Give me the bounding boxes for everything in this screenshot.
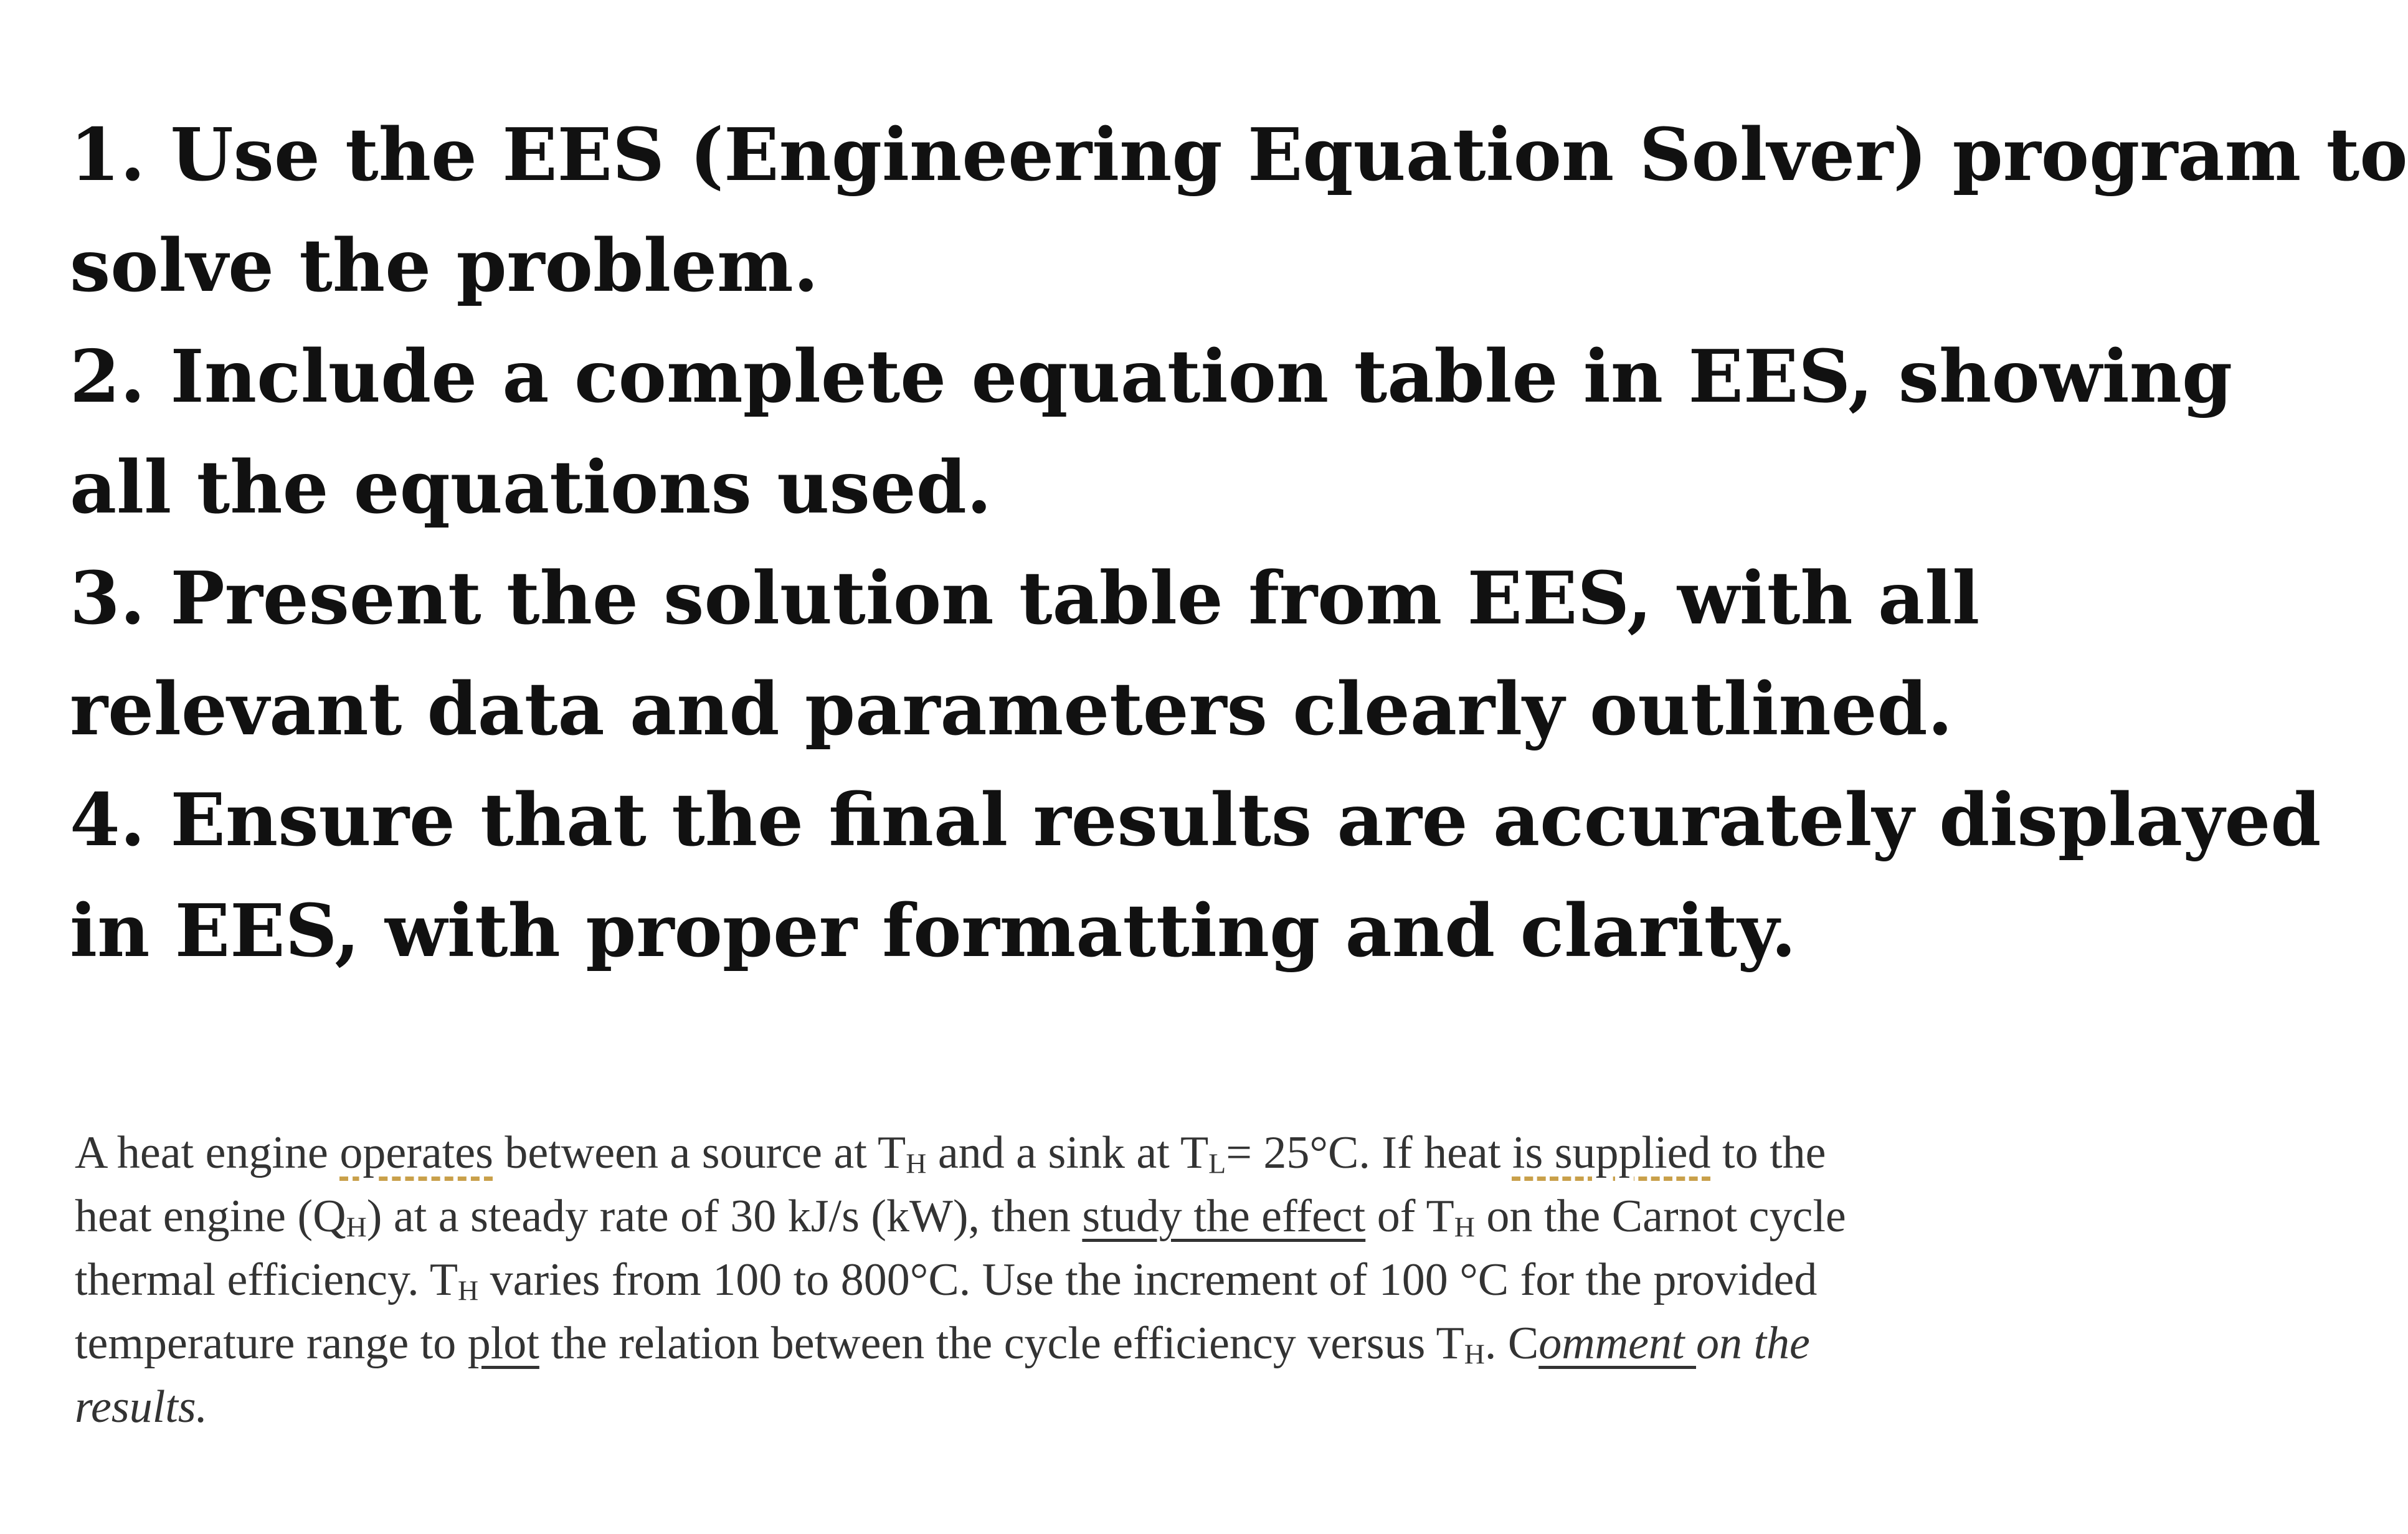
problem-text: of T	[1365, 1191, 1454, 1242]
problem-statement	[75, 1121, 1943, 1439]
problem-text: A heat engine	[75, 1127, 340, 1178]
problem-text: = 25°C. If heat	[1226, 1127, 1512, 1178]
problem-text: varies from 100 to 800°C. Use the increment of 100 °C for the provided	[478, 1254, 1818, 1305]
problem-line-5: results.	[75, 1381, 208, 1432]
instruction-line-7: 4. Ensure that the final results are accurately displayed	[70, 778, 2321, 863]
instruction-line-8: in EES, with proper formatting and clarity.	[70, 889, 1796, 973]
problem-text: and a sink at T	[926, 1127, 1209, 1178]
problem-line-4	[75, 1312, 1943, 1375]
problem-text: between a source at T	[493, 1127, 906, 1178]
instruction-line-2: solve the problem.	[70, 224, 819, 308]
problem-line-1	[75, 1121, 1943, 1185]
problem-text: . C	[1484, 1318, 1539, 1369]
subscript-h: H	[458, 1274, 479, 1307]
problem-text: the relation between the cycle efficiency versus T	[539, 1318, 1464, 1369]
subscript-h: H	[346, 1211, 367, 1243]
problem-text-marked: is supplied	[1512, 1127, 1711, 1178]
problem-text: on the Carnot cycle	[1474, 1191, 1846, 1242]
problem-text-underlined: study the effect	[1082, 1191, 1366, 1242]
problem-text-italic: on the	[1696, 1318, 1810, 1369]
subscript-l: L	[1208, 1147, 1226, 1180]
problem-text: to the	[1710, 1127, 1826, 1178]
problem-line-3	[75, 1248, 1943, 1312]
instruction-line-6: relevant data and parameters clearly outlined.	[70, 667, 1953, 752]
problem-text: thermal efficiency. T	[75, 1254, 458, 1305]
subscript-h: H	[1454, 1211, 1475, 1243]
subscript-h: H	[906, 1147, 927, 1180]
instruction-line-3: 2. Include a complete equation table in EES, showing	[70, 334, 2233, 419]
problem-text: temperature range to	[75, 1318, 468, 1369]
instructions-block	[70, 100, 2408, 987]
problem-line-2	[75, 1185, 1943, 1248]
problem-text: heat engine (Q	[75, 1191, 346, 1242]
subscript-h: H	[1464, 1338, 1485, 1370]
problem-text-underlined: omment	[1538, 1318, 1696, 1369]
instruction-line-4: all the equations used.	[70, 445, 992, 530]
problem-text-marked: operates	[339, 1127, 493, 1178]
instruction-line-1: 1. Use the EES (Engineering Equation Solver) program to	[70, 113, 2408, 197]
problem-text-underlined: plot	[467, 1318, 539, 1369]
problem-text: ) at a steady rate of 30 kJ/s (kW), then	[366, 1191, 1083, 1242]
instruction-line-5: 3. Present the solution table from EES, with all	[70, 556, 1980, 641]
